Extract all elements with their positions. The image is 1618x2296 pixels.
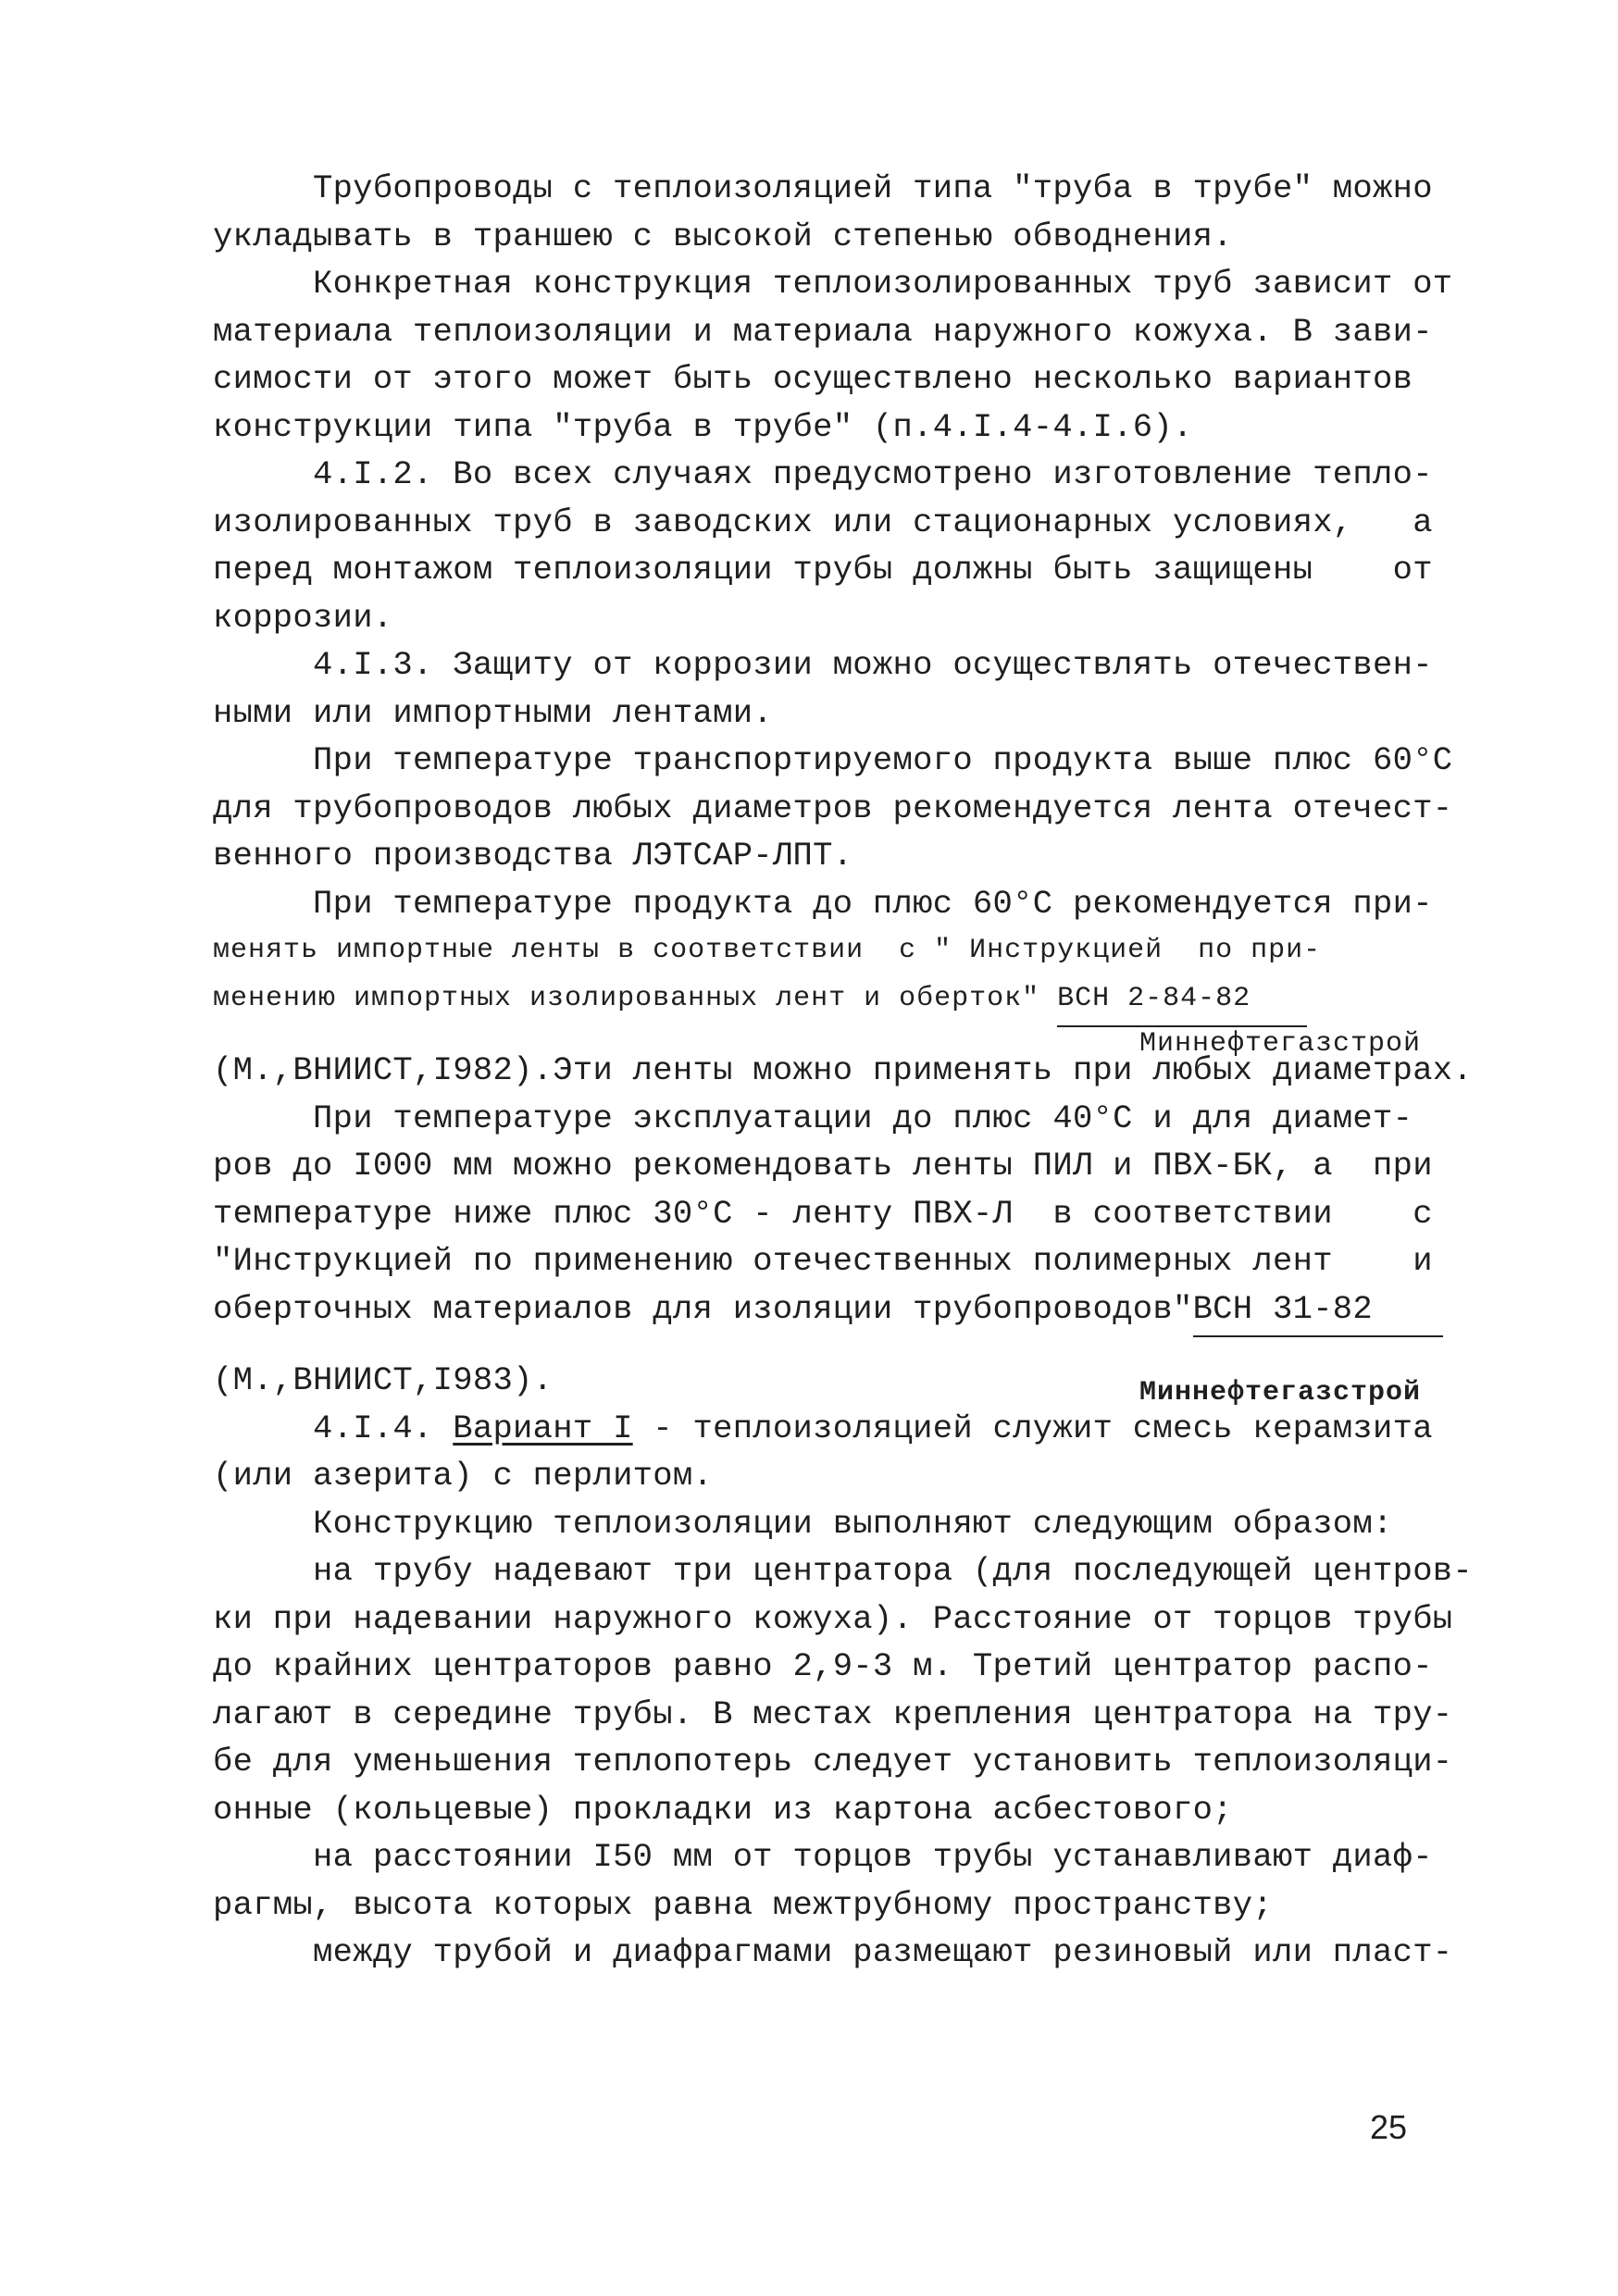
section-number: 4.I.4. — [213, 1409, 454, 1447]
text-line: При температуре транспортируемого продукта выше плюс 60°С — [213, 741, 1453, 779]
page-number: 25 — [1370, 2108, 1408, 2146]
standard-number: ВСН 2-84-82 — [1057, 975, 1307, 1028]
text-line: "Инструкцией по применению отечественных полимерных лент и — [213, 1242, 1433, 1280]
text-fragment: - теплоизоляцией служит смесь керамзита — [632, 1409, 1433, 1447]
text-line: на расстоянии I50 мм от торцов трубы устанавливают диаф- — [213, 1838, 1433, 1876]
text-line: температуре ниже плюс 30°С - ленту ПВХ-Л в соответствии с — [213, 1194, 1433, 1233]
text-line: При температуре продукта до плюс 60°С рекомендуется при- — [213, 884, 1433, 923]
text-line: между трубой и диафрагмами размещают резиновый или пласт- — [213, 1933, 1453, 1971]
text-line: При температуре эксплуатации до плюс 40°С и для диамет- — [213, 1098, 1413, 1137]
text-line: ки при надевании наружного кожуха). Расстояние от торцов трубы — [213, 1599, 1453, 1638]
text-line: Конструкцию теплоизоляции выполняют следующим образом: — [213, 1504, 1393, 1543]
text-line-with-reference — [213, 1285, 1444, 1334]
body-text — [213, 165, 1474, 1977]
text-line: на трубу надевают три центратора (для последующей центров- — [213, 1552, 1474, 1590]
text-line: ными или импортными лентами. — [213, 693, 773, 732]
text-fragment: оберточных материалов для изоляции трубопроводов" — [213, 1289, 1193, 1328]
text-line: онные (кольцевые) прокладки из картона асбестового; — [213, 1790, 1233, 1829]
text-line: Конкретная конструкция теплоизолированных труб зависит от — [213, 265, 1453, 303]
text-line: лагают в середине трубы. В местах крепления центратора на тру- — [213, 1694, 1453, 1733]
section-heading-line — [213, 1405, 1444, 1453]
text-fragment: менению импортных изолированных лент и оберток" — [213, 982, 1058, 1014]
text-line: конструкции типа "труба в трубе" (п.4.I.4-4.I.6). — [213, 407, 1193, 446]
text-line: до крайних центраторов равно 2,9-3 м. Третий центратор распо- — [213, 1647, 1433, 1685]
variant-label: Вариант I — [453, 1409, 633, 1447]
standard-reference — [1193, 1285, 1443, 1338]
text-line: укладывать в траншею с высокой степенью обводнения. — [213, 217, 1233, 255]
text-line: для трубопроводов любых диаметров рекомендуется лента отечест- — [213, 788, 1453, 827]
text-line: 4.I.3. Защиту от коррозии можно осуществлять отечествен- — [213, 646, 1433, 684]
text-line-with-reference — [213, 975, 1444, 1024]
standard-number: ВСН 31-82 — [1193, 1285, 1443, 1338]
text-line: (М.,ВНИИСТ,I982).Эти ленты можно применять при любых диаметрах. — [213, 1051, 1474, 1089]
text-line: изолированных труб в заводских или стационарных условиях, а — [213, 503, 1433, 541]
text-line: (М.,ВНИИСТ,I983). — [213, 1361, 554, 1399]
text-line: симости от этого может быть осуществлено несколько вариантов — [213, 360, 1413, 398]
standard-reference — [1057, 975, 1307, 1028]
text-line: 4.I.2. Во всех случаях предусмотрено изготовление тепло- — [213, 455, 1433, 493]
standard-organization: Миннефтегазстрой — [1139, 1028, 1421, 1060]
text-line: венного производства ЛЭТСАР-ЛПТ. — [213, 837, 853, 875]
text-line: (или азерита) с перлитом. — [213, 1457, 714, 1495]
text-line: Трубопроводы с теплоизоляцией типа "труба в трубе" можно — [213, 169, 1433, 207]
text-line: бе для уменьшения теплопотерь следует установить теплоизоляци- — [213, 1743, 1453, 1781]
text-line: перед монтажом теплоизоляции трубы должны быть защищены от — [213, 551, 1433, 589]
text-line: коррозии. — [213, 598, 393, 637]
standard-organization: Миннефтегазстрой — [1139, 1377, 1421, 1409]
text-line: материала теплоизоляции и материала наружного кожуха. В зави- — [213, 312, 1433, 351]
text-line: рагмы, высота которых равна межтрубному пространству; — [213, 1885, 1273, 1924]
text-line: ров до I000 мм можно рекомендовать ленты ПИЛ и ПВХ-БК, а при — [213, 1147, 1433, 1185]
text-line: менять импортные ленты в соответствии с " Инструкцией по при- — [213, 935, 1322, 966]
